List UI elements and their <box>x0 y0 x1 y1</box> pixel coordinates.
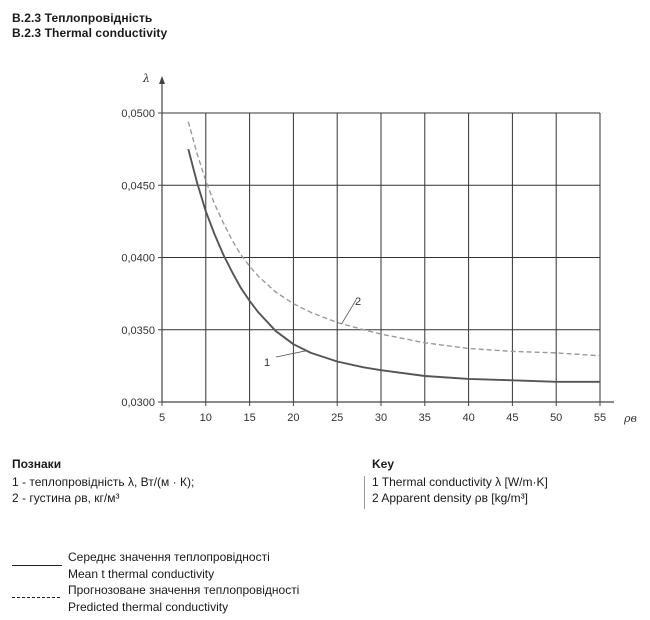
x-tick-label: 15 <box>243 412 256 424</box>
x-axis-symbol: ρв <box>624 412 637 425</box>
key-divider <box>364 476 365 509</box>
key-item-2-en: 2 Apparent density ρв [kg/m³] <box>372 491 528 505</box>
key-english <box>372 456 548 506</box>
key-item-1-en: 1 Thermal conductivity λ [W/m·K] <box>372 475 548 489</box>
x-tick-label: 40 <box>462 412 475 424</box>
x-tick-label: 35 <box>418 412 431 424</box>
key-item-1-uk: 1 - теплопровідність λ, Вт/(м · К); <box>12 475 195 489</box>
legend-dashed-uk: Прогнозоване значення теплопровідності <box>68 583 300 597</box>
x-tick-label: 50 <box>550 412 563 424</box>
x-tick-label: 10 <box>199 412 212 424</box>
y-tick-label: 0,0400 <box>121 252 155 265</box>
key-ukrainian <box>12 456 194 506</box>
chart-grid <box>162 113 600 402</box>
curve-1-leader <box>276 351 307 357</box>
legend-dashed-en: Predicted thermal conductivity <box>68 600 229 614</box>
curve-2-label: 2 <box>355 296 362 308</box>
page-title-uk: B.2.3 Теплопровідність <box>12 11 153 25</box>
x-tick-label: 30 <box>374 412 388 424</box>
curve-1-label: 1 <box>264 357 271 369</box>
key-heading-uk: Познаки <box>12 457 62 471</box>
legend-solid-en: Mean t thermal conductivity <box>68 567 215 581</box>
key-item-2-uk: 2 - густина ρв, кг/м³ <box>12 491 120 505</box>
x-tick-label: 45 <box>506 412 519 424</box>
y-axis-symbol: λ <box>143 72 150 85</box>
y-tick-label: 0,0500 <box>121 108 155 120</box>
key-heading-en: Key <box>372 457 395 471</box>
x-tick-label: 20 <box>287 412 300 424</box>
y-tick-label: 0,0350 <box>121 324 155 337</box>
x-tick-label: 55 <box>593 412 607 424</box>
y-axis-arrow <box>159 76 165 84</box>
y-tick-label: 0,0300 <box>121 397 155 409</box>
x-tick-label: 5 <box>158 412 166 424</box>
chart-ticks <box>121 72 637 425</box>
y-tick-label: 0,0450 <box>121 180 155 193</box>
curve-2-leader <box>342 300 356 324</box>
legend-solid-line-sample <box>12 565 62 566</box>
page-title-en: B.2.3 Thermal conductivity <box>12 26 168 40</box>
x-tick-label: 25 <box>331 412 344 424</box>
legend-dashed-line-sample <box>12 597 60 598</box>
legend-solid-uk: Середнє значення теплопровідності <box>68 550 270 564</box>
